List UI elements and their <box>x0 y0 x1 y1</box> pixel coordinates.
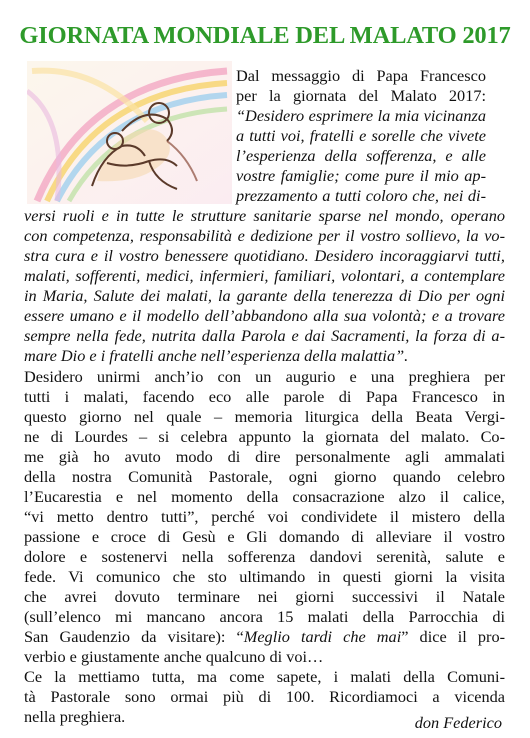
quote-line: “Desidero esprimere la mia vicinanza <box>236 106 486 125</box>
body-line: fede. Vi comunico che sto ultimando in questi giorni la visita <box>24 567 505 586</box>
quote-line: stra cura e il vostro benessere quotidiano. Desidero incoraggiarvi tutti, <box>24 246 505 265</box>
body-line: Ce la mettiamo tutta, ma come sapete, i malati della Comuni- <box>24 667 505 686</box>
body-line: nella preghiera. <box>24 707 126 726</box>
body-line: “vi metto dentro tutti”, perché voi condividete il mistero della <box>24 507 505 526</box>
body-line: verbio e giustamente anche qualcuno di voi… <box>24 647 324 666</box>
intro-line: per la giornata del Malato 2017: <box>236 86 486 105</box>
quote-line: versi ruoli e in tutte le strutture sanitarie sparse nel mondo, operano <box>24 206 505 225</box>
body-line: (sull’elenco mi mancano ancora 15 malati della Parrocchia di <box>24 607 505 626</box>
body-line-mixed <box>24 627 505 647</box>
body-line: che avrei dovuto terminare nei giorni successivi il Natale <box>24 587 505 606</box>
quote-line: essere umano e il modello dell’abbandono alla sua volontà; e a trovare <box>24 306 505 325</box>
body-line: ne di Lourdes – si celebra appunto la giornata del malato. Co- <box>24 427 505 446</box>
body-line: Desidero unirmi anch’io con un augurio e una preghiera per <box>24 367 505 386</box>
page-title: GIORNATA MONDIALE DEL MALATO 2017 <box>19 22 511 49</box>
intro-line: Dal messaggio di Papa Francesco <box>236 66 486 85</box>
body-line: tà Pastorale sono ormai più di 100. Ricordiamoci a vicenda <box>24 687 505 706</box>
quote-line: malati, sofferenti, medici, infermieri, familiari, volontari, a contemplare <box>24 266 505 285</box>
quote-line: vostre famiglie; come pure il mio ap- <box>236 166 486 185</box>
body-line: tutti i malati, facendo eco alle parole di Papa Francesco in <box>24 387 505 406</box>
quote-line: prezzamento a tutti coloro che, nei di- <box>236 186 486 205</box>
quote-line: l’esperienza della sofferenza, e alle <box>236 146 486 165</box>
quote-line: mare Dio e i fratelli anche nell’esperienza della malattia”. <box>24 346 409 365</box>
body-line: passione e croce di Gesù e Gli domando di alleviare il vostro <box>24 527 505 546</box>
signature: don Federico <box>414 713 502 732</box>
body-line: me già ho avuto modo di dire personalmente agli ammalati <box>24 447 505 466</box>
quote-line: in Maria, Salute dei malati, la garante della tenerezza di Dio per ogni <box>24 286 505 305</box>
mixed-text-after: ” dice il pro- <box>401 627 506 646</box>
quote-line: con competenza, responsabilità e dedizione per il vostro sollievo, la vo- <box>24 226 505 245</box>
quote-line: a tutti voi, fratelli e sorelle che vivete <box>236 126 486 145</box>
body-line: l’Eucarestia e nel momento della consacrazione alzo il calice, <box>24 487 505 506</box>
body-line: della nostra Comunità Pastorale, ogni giorno quando celebro <box>24 467 505 486</box>
italic-quote: Meglio tardi che mai <box>243 627 402 646</box>
quote-line: sempre nella fede, nutrita dalla Parola e dai Sacramenti, la forza di a- <box>24 326 505 345</box>
body-line: questo giorno nel quale – memoria liturgica della Beata Vergi- <box>24 407 505 426</box>
body-line: dolore e sostenervi nella sofferenza dandovi serenità, salute e <box>24 547 505 566</box>
mixed-text-before: San Gaudenzio da visitare): “ <box>24 627 244 646</box>
pastel-illustration <box>27 61 232 204</box>
